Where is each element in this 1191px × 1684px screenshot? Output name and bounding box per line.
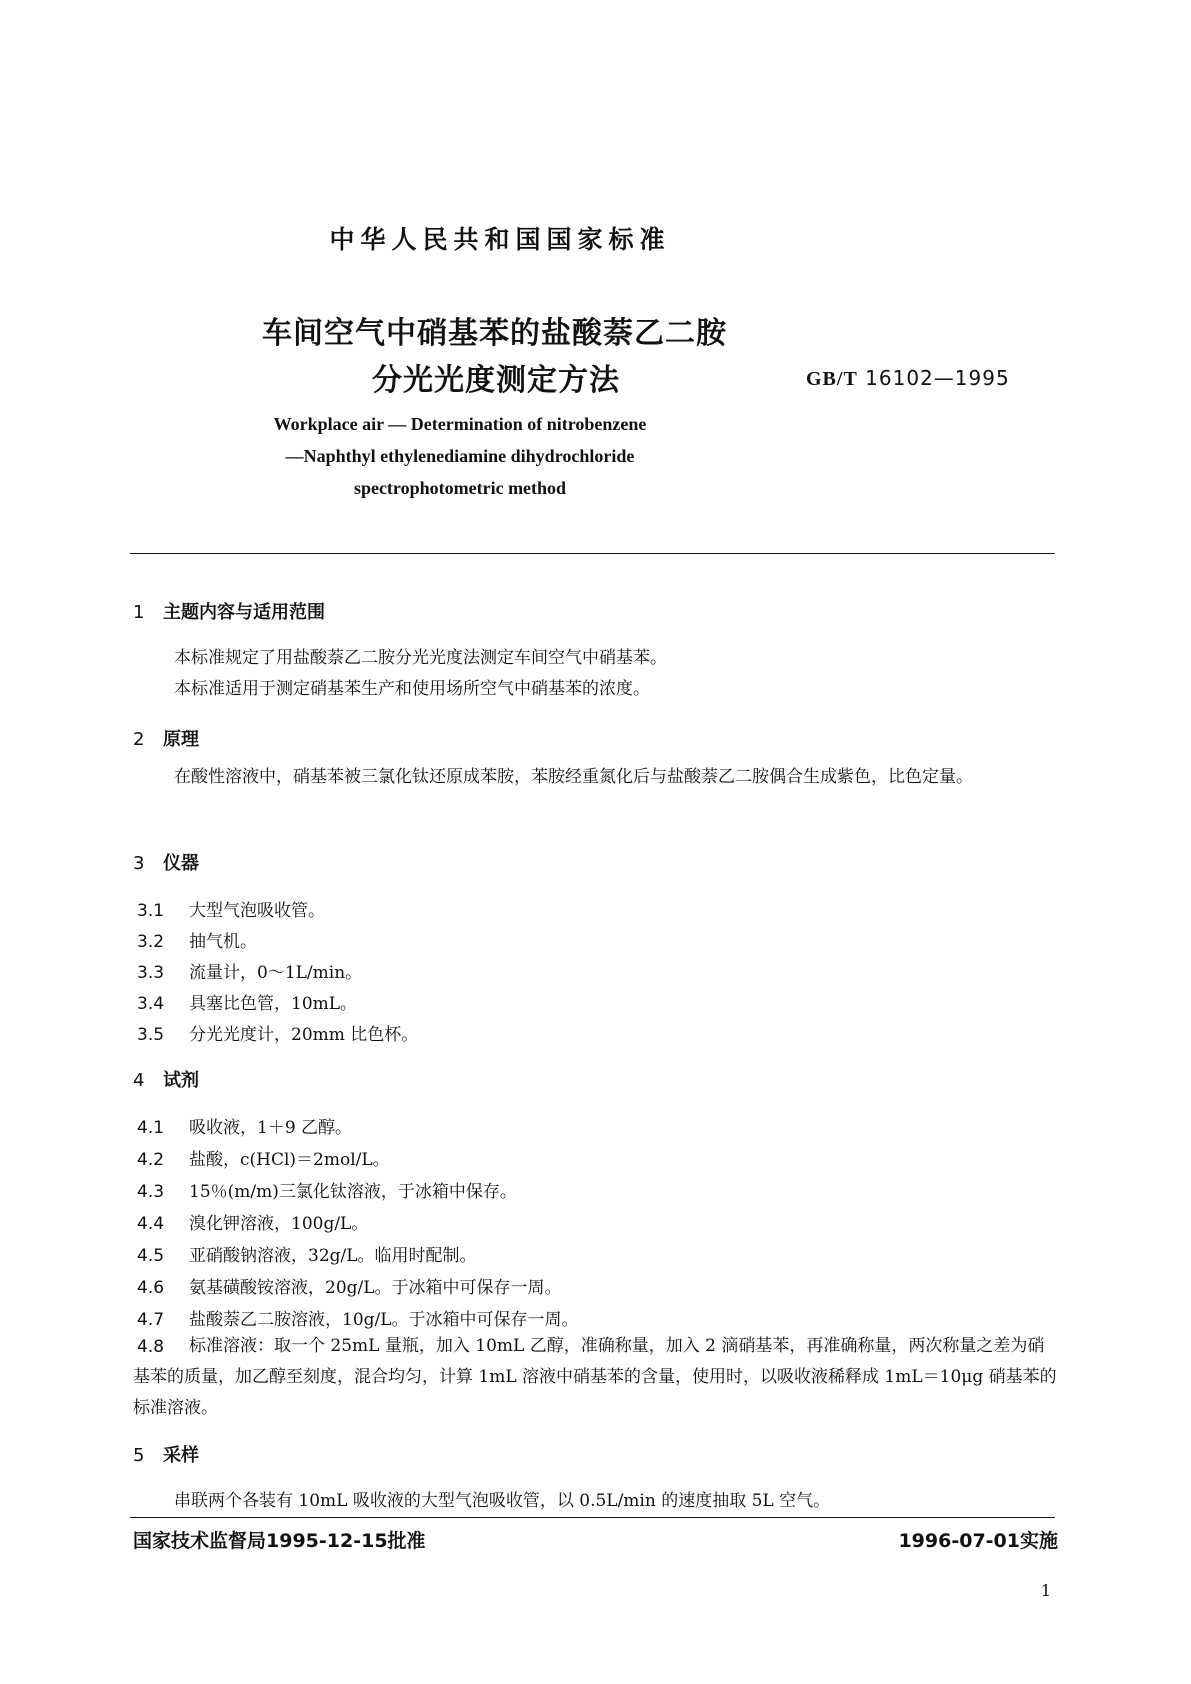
item-text: 具塞比色管，10mL。 — [189, 994, 358, 1014]
item-text: 盐酸萘乙二胺溶液，10g/L。于冰箱中可保存一周。 — [189, 1310, 579, 1330]
header-divider — [130, 553, 1055, 554]
title-en-line3: spectrophotometric method — [353, 478, 567, 498]
standard-prefix: GB/T — [806, 368, 858, 390]
item-text: 大型气泡吸收管。 — [189, 901, 325, 921]
footer-divider — [130, 1517, 1055, 1518]
item-number: 4.2 — [137, 1150, 165, 1170]
list-item — [137, 989, 357, 1014]
item-4-8-text: 标准溶液：取一个 25mL 量瓶，加入 10mL 乙醇，准确称量，加入 2 滴硝基苯，再准确称量，两次称量之差为硝基苯的质量，加乙醇至刻度，混合均匀，计算 1mL 溶液中硝基苯的含量，使用时，以吸收液稀释成 1mL＝10μg 硝基苯的标准溶液。 — [133, 1336, 1057, 1418]
section-4-heading — [133, 1066, 199, 1092]
title-zh-line1: 车间空气中硝基苯的盐酸萘乙二胺 — [262, 316, 727, 351]
item-number: 4.3 — [137, 1182, 165, 1202]
list-item — [137, 1209, 368, 1234]
list-item — [137, 1273, 562, 1298]
item-number: 4.5 — [137, 1246, 165, 1266]
section-3-heading — [133, 849, 199, 875]
section-5-heading — [133, 1441, 199, 1467]
item-number: 4.1 — [137, 1118, 165, 1138]
item-number: 3.2 — [137, 932, 165, 952]
section-title: 试剂 — [163, 1070, 199, 1091]
title-en-line2: —Naphthyl ethylenediamine dihydrochloride — [285, 446, 635, 466]
list-item — [137, 1145, 390, 1170]
title-zh-line2: 分光光度测定方法 — [372, 363, 620, 398]
section-2-heading — [133, 725, 199, 751]
section-number: 5 — [133, 1445, 145, 1466]
list-item — [137, 1305, 579, 1330]
item-4-8-number: 4.8 — [137, 1337, 165, 1357]
section-title: 主题内容与适用范围 — [163, 602, 325, 623]
item-number: 3.3 — [137, 963, 165, 983]
item-number: 3.5 — [137, 1025, 165, 1045]
item-number: 4.4 — [137, 1214, 165, 1234]
item-text: 15％(m/m)三氯化钛溶液，于冰箱中保存。 — [189, 1182, 517, 1202]
list-item — [137, 1020, 418, 1045]
section-5-paragraph: 串联两个各装有 10mL 吸收液的大型气泡吸收管，以 0.5L/min 的速度抽取 5L 空气。 — [174, 1491, 831, 1511]
title-en-line1: Workplace air — Determination of nitrobenzene — [273, 414, 647, 434]
list-item — [137, 1241, 477, 1266]
item-number: 4.7 — [137, 1310, 165, 1330]
item-text: 吸收液，1＋9 乙醇。 — [189, 1118, 353, 1138]
item-text: 抽气机。 — [189, 932, 257, 952]
item-number: 4.6 — [137, 1278, 165, 1298]
list-item — [137, 896, 325, 921]
effective-date: 1996-07-01实施 — [898, 1530, 1058, 1552]
section-1-paragraph-2: 本标准适用于测定硝基苯生产和使用场所空气中硝基苯的浓度。 — [174, 679, 650, 699]
section-title: 采样 — [163, 1445, 199, 1466]
item-text: 氨基磺酸铵溶液，20g/L。于冰箱中可保存一周。 — [189, 1278, 562, 1298]
item-number: 3.1 — [137, 901, 165, 921]
section-number: 3 — [133, 853, 145, 874]
list-item — [137, 927, 257, 952]
item-text: 盐酸，c(HCl)＝2mol/L。 — [189, 1150, 390, 1170]
section-2-paragraph: 在酸性溶液中，硝基苯被三氯化钛还原成苯胺，苯胺经重氮化后与盐酸萘乙二胺偶合生成紫色，比色定量。 — [174, 767, 973, 787]
item-text: 分光光度计，20mm 比色杯。 — [189, 1025, 419, 1045]
national-standard-label: 中华人民共和国国家标准 — [329, 225, 671, 254]
page-number: 1 — [1040, 1581, 1051, 1600]
item-text: 亚硝酸钠溶液，32g/L。临用时配制。 — [189, 1246, 477, 1266]
item-number: 3.4 — [137, 994, 165, 1014]
approval-date: 国家技术监督局1995-12-15批准 — [133, 1530, 426, 1552]
list-item — [137, 1113, 352, 1138]
section-1-heading — [133, 598, 325, 624]
section-number: 4 — [133, 1070, 145, 1091]
list-item — [137, 1177, 517, 1202]
standard-code: 16102—1995 — [865, 366, 1010, 390]
section-1-paragraph-1: 本标准规定了用盐酸萘乙二胺分光光度法测定车间空气中硝基苯。 — [174, 648, 667, 668]
section-title: 原理 — [163, 729, 199, 750]
section-number: 2 — [133, 729, 145, 750]
section-title: 仪器 — [163, 853, 199, 874]
item-text: 溴化钾溶液，100g/L。 — [189, 1214, 369, 1234]
list-item — [137, 958, 362, 983]
standard-number — [806, 366, 1010, 391]
item-text: 流量计，0～1L/min。 — [189, 963, 363, 983]
section-number: 1 — [133, 602, 145, 623]
